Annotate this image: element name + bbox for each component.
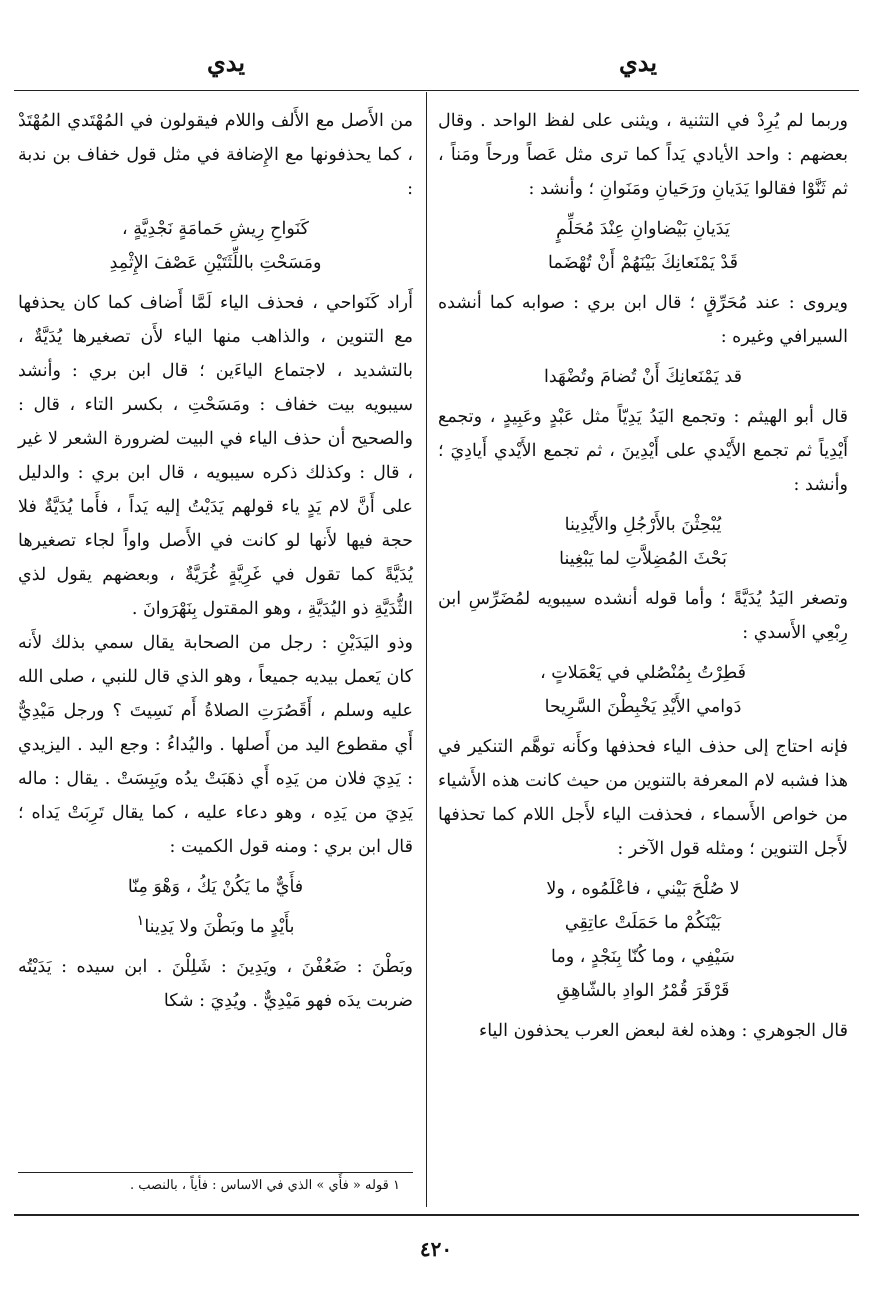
- verse: [438, 212, 848, 280]
- verse-text: بأَيْدٍ ما وبَطْنَ ولا يَدِينا: [144, 916, 295, 937]
- verse: [438, 872, 848, 1008]
- running-header-left: يدي: [206, 48, 246, 77]
- header-rule: [14, 90, 859, 91]
- verse-hemistich: كَنَواحِ رِيشِ حَمامَةٍ نَجْدِيَّةٍ ،: [122, 219, 309, 239]
- verse-hemistich: لا صُلْحَ بَيْني ، فاعْلَمُوه ، ولا: [546, 879, 740, 899]
- verse-hemistich: دَوامي الأَيْدِ يَخْبِطْنَ السَّرِيحا: [544, 697, 742, 717]
- verse-hemistich: قَدْ يَمْنَعانِكَ بَيْنَهُمْ أَنْ تُهْضَما: [548, 253, 738, 273]
- verse-hemistich: فَطِرْتُ بِمُنْصُلي في يَعْمَلاتٍ ،: [540, 663, 746, 683]
- verse-hemistich: بَيْنَكُمْ ما حَمَلَتْ عاتِقِي: [564, 913, 722, 933]
- verse-hemistich: [18, 904, 413, 944]
- verse-hemistich: فأَيٌّ ما يَكُنْ يَكُ ، وَهْوَ مِنّا: [127, 877, 304, 897]
- verse-hemistich: سَيْفِي ، وما كُنّا بِنَجْدٍ ، وما: [551, 947, 735, 967]
- paragraph: ويروى : عند مُحَرِّقٍ ؛ قال ابن بري : صوابه كما أنشده السيرافي وغيره :: [438, 293, 848, 347]
- page-number: ٤٢٠: [419, 1237, 453, 1261]
- verse: [18, 870, 413, 944]
- right-column: [438, 104, 848, 1048]
- paragraph: وبَطْنَ : ضَعُفْنَ ، ويَدِينَ : شَلِلْنَ . ابن سيده : يَدَيْتُه ضربت يدَه فهو مَيْدِيٌّ . ويُدِيَ : شكا: [18, 956, 413, 1011]
- footer-rule: [14, 1214, 859, 1216]
- running-header-right: يدي: [618, 48, 658, 77]
- verse: [18, 212, 413, 280]
- paragraph: قال الجوهري : وهذه لغة لبعض العرب يحذفون الياء: [478, 1021, 848, 1041]
- footnote-marker: ١: [136, 912, 145, 929]
- left-column: [18, 104, 413, 1018]
- footnote: ١ قوله « فأَي » الذي في الاساس : فأياً ، بالنصب .: [129, 1178, 400, 1193]
- footnote-rule: [18, 1172, 413, 1173]
- paragraph: وربما لم يُرِدْ في التثنية ، ويثنى على لفظ الواحد . وقال بعضهم : واحد الأيادي يَداً كما ترى مثل عَصاً ورحاً ومَناً ، ثم ثَنَّوْا فقالوا يَدَيانِ ورَحَيانِ ومَنَوانِ ؛ وأنشد :: [438, 111, 848, 199]
- paragraph: وذو اليَدَيْنِ : رجل من الصحابة يقال سمي بذلك لأَنه كان يَعمل بيديه جميعاً ، وهو الذي قال للنبي ، صلى الله عليه وسلم ، أَقَصُرَتِ الصلاةُ أَم نَسِيتَ ؟ ورجل مَيْدِيٌّ أَي مقطوع اليد من أَصلها . واليُداءُ : وجع اليد . اليزيدي : يَدِيَ فلان من يَدِه أَي ذهَبَتْ يدُه ويَبِسَتْ . يقال : ماله يَدِيَ من يَدِه ، وهو دعاء عليه ، كما يقال تَرِبَتْ يَداه ؛ قال ابن بري : ومنه قول الكميت :: [18, 633, 413, 857]
- paragraph: أَراد كَنَواحي ، فحذف الياء لَمَّا أَضاف كما كان يحذفها مع التنوين ، والذاهب منها الياء لأَن تصغيرها يُدَيَّةٌ ، بالتشديد ، لاجتماع الياءَين ؛ قال ابن بري : وأنشد سيبويه بيت خفاف : ومَسَحْتِ ، بكسر التاء ، قال : والصحيح أن حذف الياء في البيت لضرورة الشعر لا غير ، قال : وكذلك ذكره سيبويه ، قال ابن بري : والدليل على أَنَّ لام يَدٍ ياء قولهم يَدَيْتُ إليه يَداً ، فأَما يُدَيَّةٌ فلا حجة فيها لأَنها لو كانت في الأَصل واواً لجاء تصغيرها يُدَيَّةً كما تقول في غَرِيَّةٍ غُرَيَّةٌ ، وبعضهم يقول لذي الثُّدَيَّةِ ذو اليُدَيَّةِ ، وهو المقتول بِنَهْرَوانَ .: [18, 293, 413, 619]
- paragraph: وتصغر اليَدُ يُدَيَّةً ؛ وأما قوله أنشده سيبويه لمُضَرِّسِ ابن رِبْعِي الأَسدي :: [438, 589, 848, 643]
- verse-hemistich: يُبْحِثْنَ بالأَرْجُلِ والأَيْدِينا: [564, 515, 722, 535]
- verse-hemistich: بَحْثَ المُضِلاَّتِ لما يَبْغِينا: [559, 549, 727, 569]
- verse-hemistich: قَرْقَرَ قُمْرُ الوادِ بالشّاهِقِ: [556, 981, 730, 1001]
- verse: [438, 360, 848, 394]
- paragraph: فإنه احتاج إلى حذف الياء فحذفها وكأَنه توهَّم التنكير في هذا فشبه لام المعرفة بالتنوين من حيث كانت هذه الأَشياء من خواص الأَسماء ، فحذفت الياء لأَجل اللام كما تحذفها لأَجل التنوين ؛ ومثله قول الآخر :: [438, 737, 848, 859]
- verse-hemistich: قد يَمْنَعانِكَ أَنْ تُضامَ وتُضْهَدا: [543, 367, 742, 387]
- verse-hemistich: يَدَيانِ بَيْضاوانِ عِنْدَ مُحَلِّمٍ: [556, 219, 730, 239]
- verse: [438, 656, 848, 724]
- paragraph: قال أبو الهيثم : وتجمع اليَدُ يَدِيّاً مثل عَبْدٍ وعَبِيدٍ ، وتجمع أَيْدِياً ثم تجمع الأَيْدي على أَيْدِينَ ، ثم تجمع الأَيْدي أَيادِيَ ؛ وأنشد :: [438, 407, 848, 495]
- paragraph: من الأَصل مع الأَلف واللام فيقولون في المُهْتَدي المُهْتَدْ ، كما يحذفونها مع الإِضافة في مثل قول خفاف بن ندبة :: [18, 111, 413, 199]
- verse-hemistich: ومَسَحْتِ باللِّثَتَيْنِ عَصْفَ الإِثْمِدِ: [109, 253, 322, 273]
- verse: [438, 508, 848, 576]
- column-divider: [426, 92, 427, 1207]
